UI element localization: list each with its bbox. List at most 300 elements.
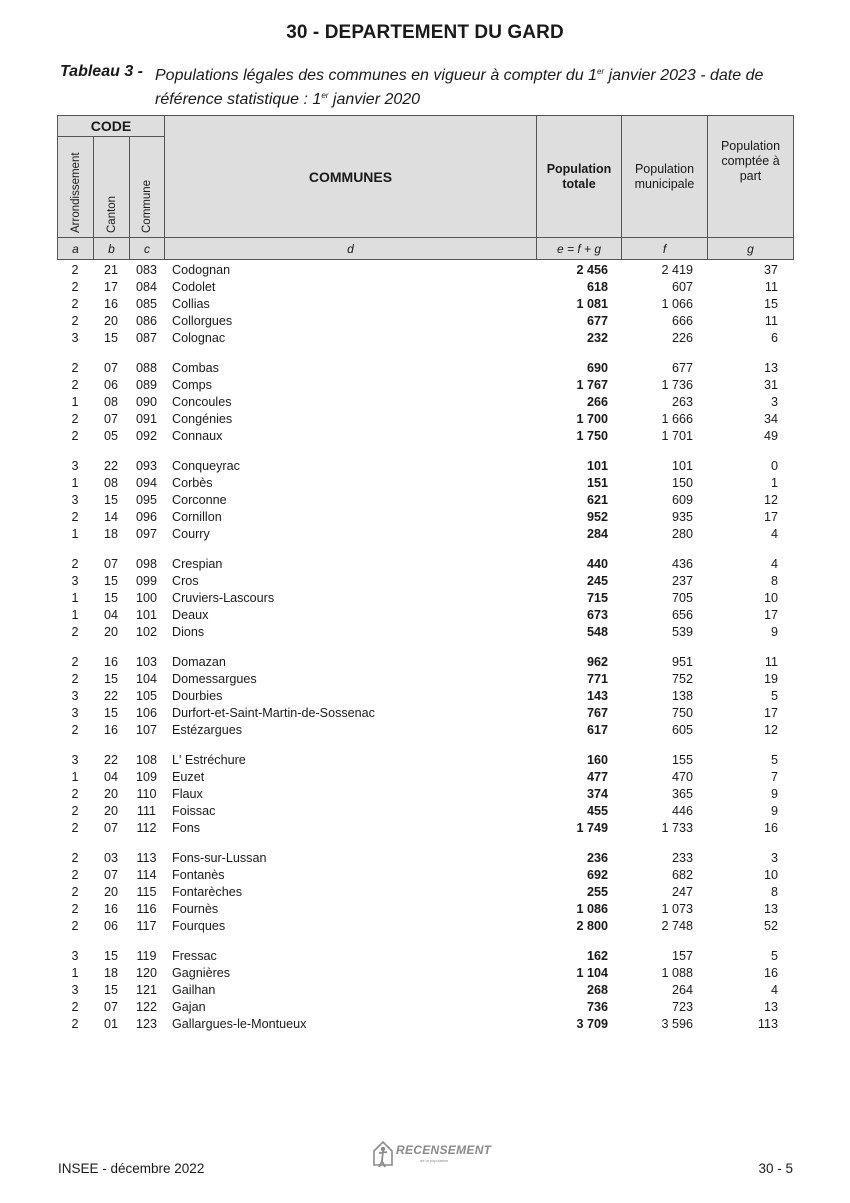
commune-code-cell: 094 [135,476,157,491]
table-caption [60,62,800,110]
canton-header: Canton [94,137,130,238]
commune-name-cell: Fressac [172,948,217,963]
pop-comptee-cell: 13 [763,360,778,375]
table-row [57,752,793,769]
table-row [57,330,793,347]
arrondissement-cell: 2 [71,821,79,836]
table-row [57,850,793,867]
commune-name-cell: Domazan [172,654,226,669]
pop-totale-cell: 690 [586,360,608,375]
table-row [57,688,793,705]
pop-municipale-cell: 157 [671,948,693,963]
pop-comptee-header: Population comptée à part [708,116,794,238]
table-row [57,624,793,641]
arrondissement-cell: 2 [71,850,79,865]
arrondissement-cell: 3 [71,948,79,963]
pop-totale-cell: 1 081 [576,297,608,312]
arrondissement-cell: 3 [71,982,79,997]
pop-totale-cell: 374 [586,787,608,802]
arrondissement-cell: 3 [71,331,79,346]
commune-name-cell: Domessargues [172,671,257,686]
pop-totale-cell: 160 [586,752,608,767]
commune-name-cell: Combas [172,360,219,375]
arrondissement-cell: 2 [71,654,79,669]
pop-comptee-cell: 49 [763,429,778,444]
pop-comptee-cell: 13 [763,902,778,917]
commune-name-cell: Fourques [172,919,226,934]
commune-code-cell: 099 [135,574,157,588]
letter-e: e = f + g [537,238,622,260]
arrondissement-cell: 1 [71,608,79,623]
canton-cell: 03 [103,850,118,865]
table-body [57,262,793,1033]
pop-municipale-cell: 101 [671,458,693,473]
arrondissement-cell: 2 [71,429,79,444]
commune-name-cell: Connaux [172,429,223,444]
pop-comptee-cell: 5 [770,689,778,704]
pop-municipale-cell: 436 [671,556,693,571]
table-row [57,705,793,722]
pop-comptee-cell: 16 [763,965,778,980]
pop-municipale-cell: 705 [671,591,693,606]
pop-comptee-cell: 19 [763,671,778,686]
commune-name-cell: Courry [172,527,210,542]
table-row [57,360,793,377]
pop-comptee-cell: 13 [763,1000,778,1015]
table-description: Populations légales des communes en vigueur à compter du 1er janvier 2023 - date de référence statistique : 1er janvier 2020 [155,67,764,108]
arrondissement-cell: 3 [71,493,79,508]
table-row [57,769,793,786]
pop-totale-cell: 1 749 [576,821,608,836]
pop-totale-cell: 621 [586,493,608,508]
pop-municipale-cell: 2 419 [661,263,693,277]
pop-municipale-cell: 365 [671,787,693,802]
pop-totale-cell: 962 [586,654,608,669]
canton-cell: 18 [103,965,118,980]
table-row [57,526,793,543]
commune-code-cell: 117 [136,919,157,934]
pop-municipale-cell: 2 748 [661,919,693,934]
pop-comptee-cell: 17 [763,510,778,525]
commune-code-cell: 108 [135,752,157,767]
pop-totale-cell: 440 [586,556,608,571]
commune-name-cell: Codolet [172,280,216,295]
pop-comptee-cell: 17 [763,608,778,623]
pop-comptee-cell: 0 [770,458,778,473]
commune-code-cell: 103 [135,654,157,669]
table-row [57,884,793,901]
pop-totale-cell: 692 [586,867,608,882]
table-row [57,377,793,394]
commune-code-cell: 086 [135,314,157,329]
code-header: CODE [58,116,165,137]
pop-totale-cell: 1 104 [576,965,608,980]
pop-totale-cell: 771 [586,671,608,686]
canton-cell: 16 [103,297,118,312]
canton-cell: 14 [103,510,118,525]
pop-totale-cell: 232 [586,331,608,346]
commune-name-cell: Congénies [172,412,233,427]
letter-d: d [165,238,537,260]
commune-code-cell: 090 [135,395,157,410]
arrondissement-cell: 2 [71,510,79,525]
commune-code-cell: 122 [135,1000,157,1015]
commune-code-cell: 083 [135,263,157,277]
column-letters-row [58,238,794,260]
table-row [57,411,793,428]
canton-cell: 05 [103,429,118,444]
arrondissement-cell: 2 [71,314,79,329]
commune-name-cell: Concoules [172,395,232,410]
commune-name-cell: Collorgues [172,314,233,329]
logo-text: RECENSEMENT [396,1143,492,1157]
pop-municipale-cell: 446 [671,804,693,819]
letter-b: b [94,238,130,260]
canton-cell: 07 [103,1000,118,1015]
commune-name-cell: Conqueyrac [172,458,240,473]
commune-name-cell: Cornillon [172,510,222,525]
pop-municipale-cell: 3 596 [661,1017,693,1032]
pop-comptee-cell: 37 [763,263,778,277]
commune-code-cell: 093 [135,458,157,473]
pop-municipale-cell: 1 666 [661,412,693,427]
table-row [57,803,793,820]
canton-cell: 22 [103,689,118,704]
pop-comptee-cell: 12 [763,493,778,508]
pop-comptee-cell: 10 [763,591,778,606]
pop-comptee-cell: 52 [763,919,778,934]
commune-name-cell: Foissac [172,804,216,819]
pop-municipale-cell: 605 [671,723,693,738]
arrondissement-cell: 1 [71,527,79,542]
pop-comptee-cell: 5 [770,948,778,963]
canton-cell: 07 [103,360,118,375]
pop-municipale-cell: 666 [671,314,693,329]
commune-name-cell: Estézargues [172,723,243,738]
pop-comptee-cell: 16 [763,821,778,836]
canton-cell: 08 [103,395,118,410]
table-row [57,492,793,509]
arrondissement-cell: 2 [71,885,79,899]
canton-cell: 20 [103,787,118,802]
table-row [57,279,793,296]
arrondissement-cell: 2 [71,378,79,393]
pop-comptee-cell: 1 [770,476,778,491]
pop-municipale-cell: 951 [671,654,693,669]
table-row [57,475,793,492]
arrondissement-cell: 2 [71,902,79,917]
table-row [57,458,793,475]
pop-municipale-cell: 723 [671,1000,693,1015]
pop-municipale-cell: 1 736 [661,378,693,393]
canton-cell: 06 [103,919,118,934]
canton-cell: 16 [103,902,118,917]
commune-name-cell: Deaux [172,608,209,623]
page-number: 30 - 5 [758,1161,793,1176]
commune-code-cell: 121 [135,982,157,997]
pop-comptee-cell: 3 [770,395,778,410]
commune-code-cell: 107 [135,723,157,738]
table-row [57,590,793,607]
pop-comptee-cell: 17 [763,706,778,721]
pop-municipale-cell: 1 066 [661,297,693,312]
table-row [57,948,793,965]
table-row [57,296,793,313]
pop-municipale-cell: 233 [671,850,693,865]
commune-code-cell: 110 [136,787,157,802]
pop-comptee-cell: 15 [763,297,778,312]
pop-comptee-cell: 8 [770,574,778,588]
pop-totale-cell: 673 [586,608,608,623]
table-row [57,1016,793,1033]
arrondissement-cell: 2 [71,723,79,738]
table-row [57,722,793,739]
commune-name-cell: Fontarèches [172,885,243,899]
commune-name-cell: Gajan [172,1000,206,1015]
arrondissement-cell: 1 [71,476,79,491]
canton-cell: 15 [103,671,118,686]
commune-code-cell: 097 [135,527,157,542]
pop-municipale-header: Population municipale [622,116,708,238]
commune-code-cell: 084 [135,280,157,295]
table-row [57,820,793,837]
canton-cell: 15 [103,591,118,606]
commune-code-cell: 088 [135,360,157,375]
canton-cell: 21 [103,263,118,277]
pop-totale-cell: 255 [586,885,608,899]
arrondissement-cell: 1 [71,591,79,606]
pop-municipale-cell: 470 [671,769,693,784]
commune-name-cell: Gallargues-le-Montueux [172,1017,307,1032]
pop-municipale-cell: 750 [671,706,693,721]
letter-g: g [708,238,794,260]
arrondissement-cell: 2 [71,280,79,295]
pop-comptee-cell: 9 [770,625,778,640]
commune-name-cell: Comps [172,378,212,393]
commune-code-cell: 091 [135,412,157,427]
commune-name-cell: Corbès [172,476,213,491]
table-row [57,965,793,982]
commune-name-cell: Dourbies [172,689,223,704]
pop-totale-cell: 2 800 [576,919,608,934]
pop-totale-cell: 736 [586,1000,608,1015]
table-row [57,982,793,999]
canton-cell: 07 [103,821,118,836]
arrondissement-cell: 2 [71,919,79,934]
pop-totale-cell: 1 086 [576,902,608,917]
pop-totale-cell: 677 [586,314,608,329]
pop-municipale-cell: 237 [671,574,693,588]
footer-source: INSEE - décembre 2022 [58,1161,205,1176]
commune-name-cell: Durfort-et-Saint-Martin-de-Sossenac [172,706,375,721]
pop-comptee-cell: 12 [763,723,778,738]
pop-municipale-cell: 1 701 [661,429,693,444]
pop-municipale-cell: 607 [671,280,693,295]
pop-comptee-cell: 7 [770,769,778,784]
pop-municipale-cell: 247 [671,885,693,899]
pop-totale-cell: 548 [586,625,608,640]
canton-cell: 15 [103,331,118,346]
canton-cell: 08 [103,476,118,491]
page-title: 30 - DEPARTEMENT DU GARD [286,22,564,43]
pop-totale-cell: 715 [586,591,608,606]
canton-cell: 20 [103,804,118,819]
canton-cell: 04 [103,608,118,623]
pop-comptee-cell: 8 [770,885,778,899]
table-row [57,901,793,918]
canton-cell: 15 [103,982,118,997]
commune-name-cell: Corconne [172,493,227,508]
pop-totale-cell: 162 [586,948,608,963]
canton-cell: 15 [103,574,118,588]
commune-code-cell: 087 [135,331,157,346]
canton-cell: 17 [103,280,118,295]
commune-code-cell: 104 [135,671,157,686]
pop-municipale-cell: 280 [671,527,693,542]
arrondissement-cell: 2 [71,412,79,427]
commune-name-cell: Fontanès [172,867,225,882]
pop-municipale-cell: 656 [671,608,693,623]
pop-totale-cell: 617 [586,723,608,738]
pop-municipale-cell: 264 [671,982,693,997]
canton-cell: 22 [103,752,118,767]
pop-totale-cell: 266 [586,395,608,410]
commune-code-cell: 102 [135,625,157,640]
pop-comptee-cell: 5 [770,752,778,767]
table-row [57,573,793,590]
commune-code-cell: 096 [135,510,157,525]
pop-totale-cell: 151 [586,476,608,491]
commune-code-cell: 092 [135,429,157,444]
house-person-icon [372,1139,394,1169]
canton-cell: 07 [103,556,118,571]
pop-totale-cell: 284 [586,527,608,542]
table-row [57,313,793,330]
commune-name-cell: Gagnières [172,965,231,980]
table-row [57,428,793,445]
canton-cell: 18 [103,527,118,542]
commune-code-cell: 120 [135,965,157,980]
arrondissement-cell: 2 [71,804,79,819]
table-label: Tableau 3 - [60,63,143,80]
pop-municipale-cell: 682 [671,867,693,882]
arrondissement-cell: 2 [71,787,79,802]
table-row [57,509,793,526]
pop-totale-cell: 2 456 [576,263,608,277]
commune-name-cell: Flaux [172,787,203,802]
commune-code-cell: 115 [136,885,157,899]
pop-municipale-cell: 752 [671,671,693,686]
commune-name-cell: Gailhan [172,982,216,997]
pop-comptee-cell: 34 [763,412,778,427]
canton-cell: 15 [103,948,118,963]
arrondissement-cell: 3 [71,689,79,704]
table-row [57,786,793,803]
canton-cell: 04 [103,769,118,784]
arrondissement-cell: 2 [71,671,79,686]
commune-code-cell: 085 [135,297,157,312]
commune-name-cell: Fons-sur-Lussan [172,850,267,865]
canton-cell: 01 [103,1017,118,1032]
pop-comptee-cell: 113 [757,1017,778,1032]
pop-municipale-cell: 539 [671,625,693,640]
recensement-logo [372,1139,492,1171]
letter-a: a [58,238,94,260]
canton-cell: 16 [103,723,118,738]
letter-f: f [622,238,708,260]
letter-c: c [130,238,165,260]
commune-code-cell: 113 [136,850,157,865]
commune-code-cell: 109 [135,769,157,784]
table-header [57,115,794,260]
pop-comptee-cell: 11 [764,280,778,295]
pop-municipale-cell: 1 073 [661,902,693,917]
pop-totale-cell: 268 [586,982,608,997]
pop-comptee-cell: 4 [770,527,778,542]
commune-name-cell: Collias [172,297,210,312]
table-row [57,654,793,671]
pop-totale-cell: 477 [586,769,608,784]
pop-municipale-cell: 1 733 [661,821,693,836]
canton-cell: 15 [103,493,118,508]
commune-name-cell: L' Estréchure [172,752,246,767]
canton-cell: 20 [103,885,118,899]
pop-comptee-cell: 4 [770,982,778,997]
arrondissement-cell: 3 [71,574,79,588]
commune-name-cell: Cros [172,574,199,588]
canton-cell: 20 [103,625,118,640]
arrondissement-cell: 3 [71,752,79,767]
pop-totale-header: Population totale [537,116,622,238]
arrondissement-cell: 2 [71,1000,79,1015]
arrondissement-cell: 1 [71,769,79,784]
commune-code-cell: 098 [135,556,157,571]
canton-cell: 07 [103,867,118,882]
arrondissement-cell: 2 [71,556,79,571]
pop-comptee-cell: 9 [770,787,778,802]
arrondissement-cell: 2 [71,625,79,640]
pop-totale-cell: 952 [586,510,608,525]
pop-municipale-cell: 1 088 [661,965,693,980]
commune-name-cell: Colognac [172,331,226,346]
commune-code-cell: 095 [135,493,157,508]
pop-comptee-cell: 11 [764,654,778,669]
pop-comptee-cell: 9 [770,804,778,819]
arrondissement-cell: 1 [71,395,79,410]
commune-name-cell: Cruviers-Lascours [172,591,275,606]
commune-code-cell: 119 [136,948,157,963]
commune-code-cell: 111 [136,804,157,819]
commune-name-cell: Crespian [172,556,223,571]
arrondissement-cell: 2 [71,263,79,277]
pop-totale-cell: 455 [586,804,608,819]
pop-totale-cell: 1 700 [576,412,608,427]
table-row [57,394,793,411]
commune-name-cell: Euzet [172,769,205,784]
pop-totale-cell: 3 709 [576,1017,608,1032]
pop-municipale-cell: 150 [671,476,693,491]
canton-cell: 22 [103,458,118,473]
pop-municipale-cell: 263 [671,395,693,410]
logo-subtext: de la population [420,1158,449,1163]
table-row [57,607,793,624]
commune-code-cell: 100 [135,591,157,606]
pop-comptee-cell: 10 [763,867,778,882]
pop-municipale-cell: 677 [671,360,693,375]
commune-name-cell: Codognan [172,263,231,277]
arrondissement-cell: 2 [71,867,79,882]
arrondissement-cell: 2 [71,360,79,375]
